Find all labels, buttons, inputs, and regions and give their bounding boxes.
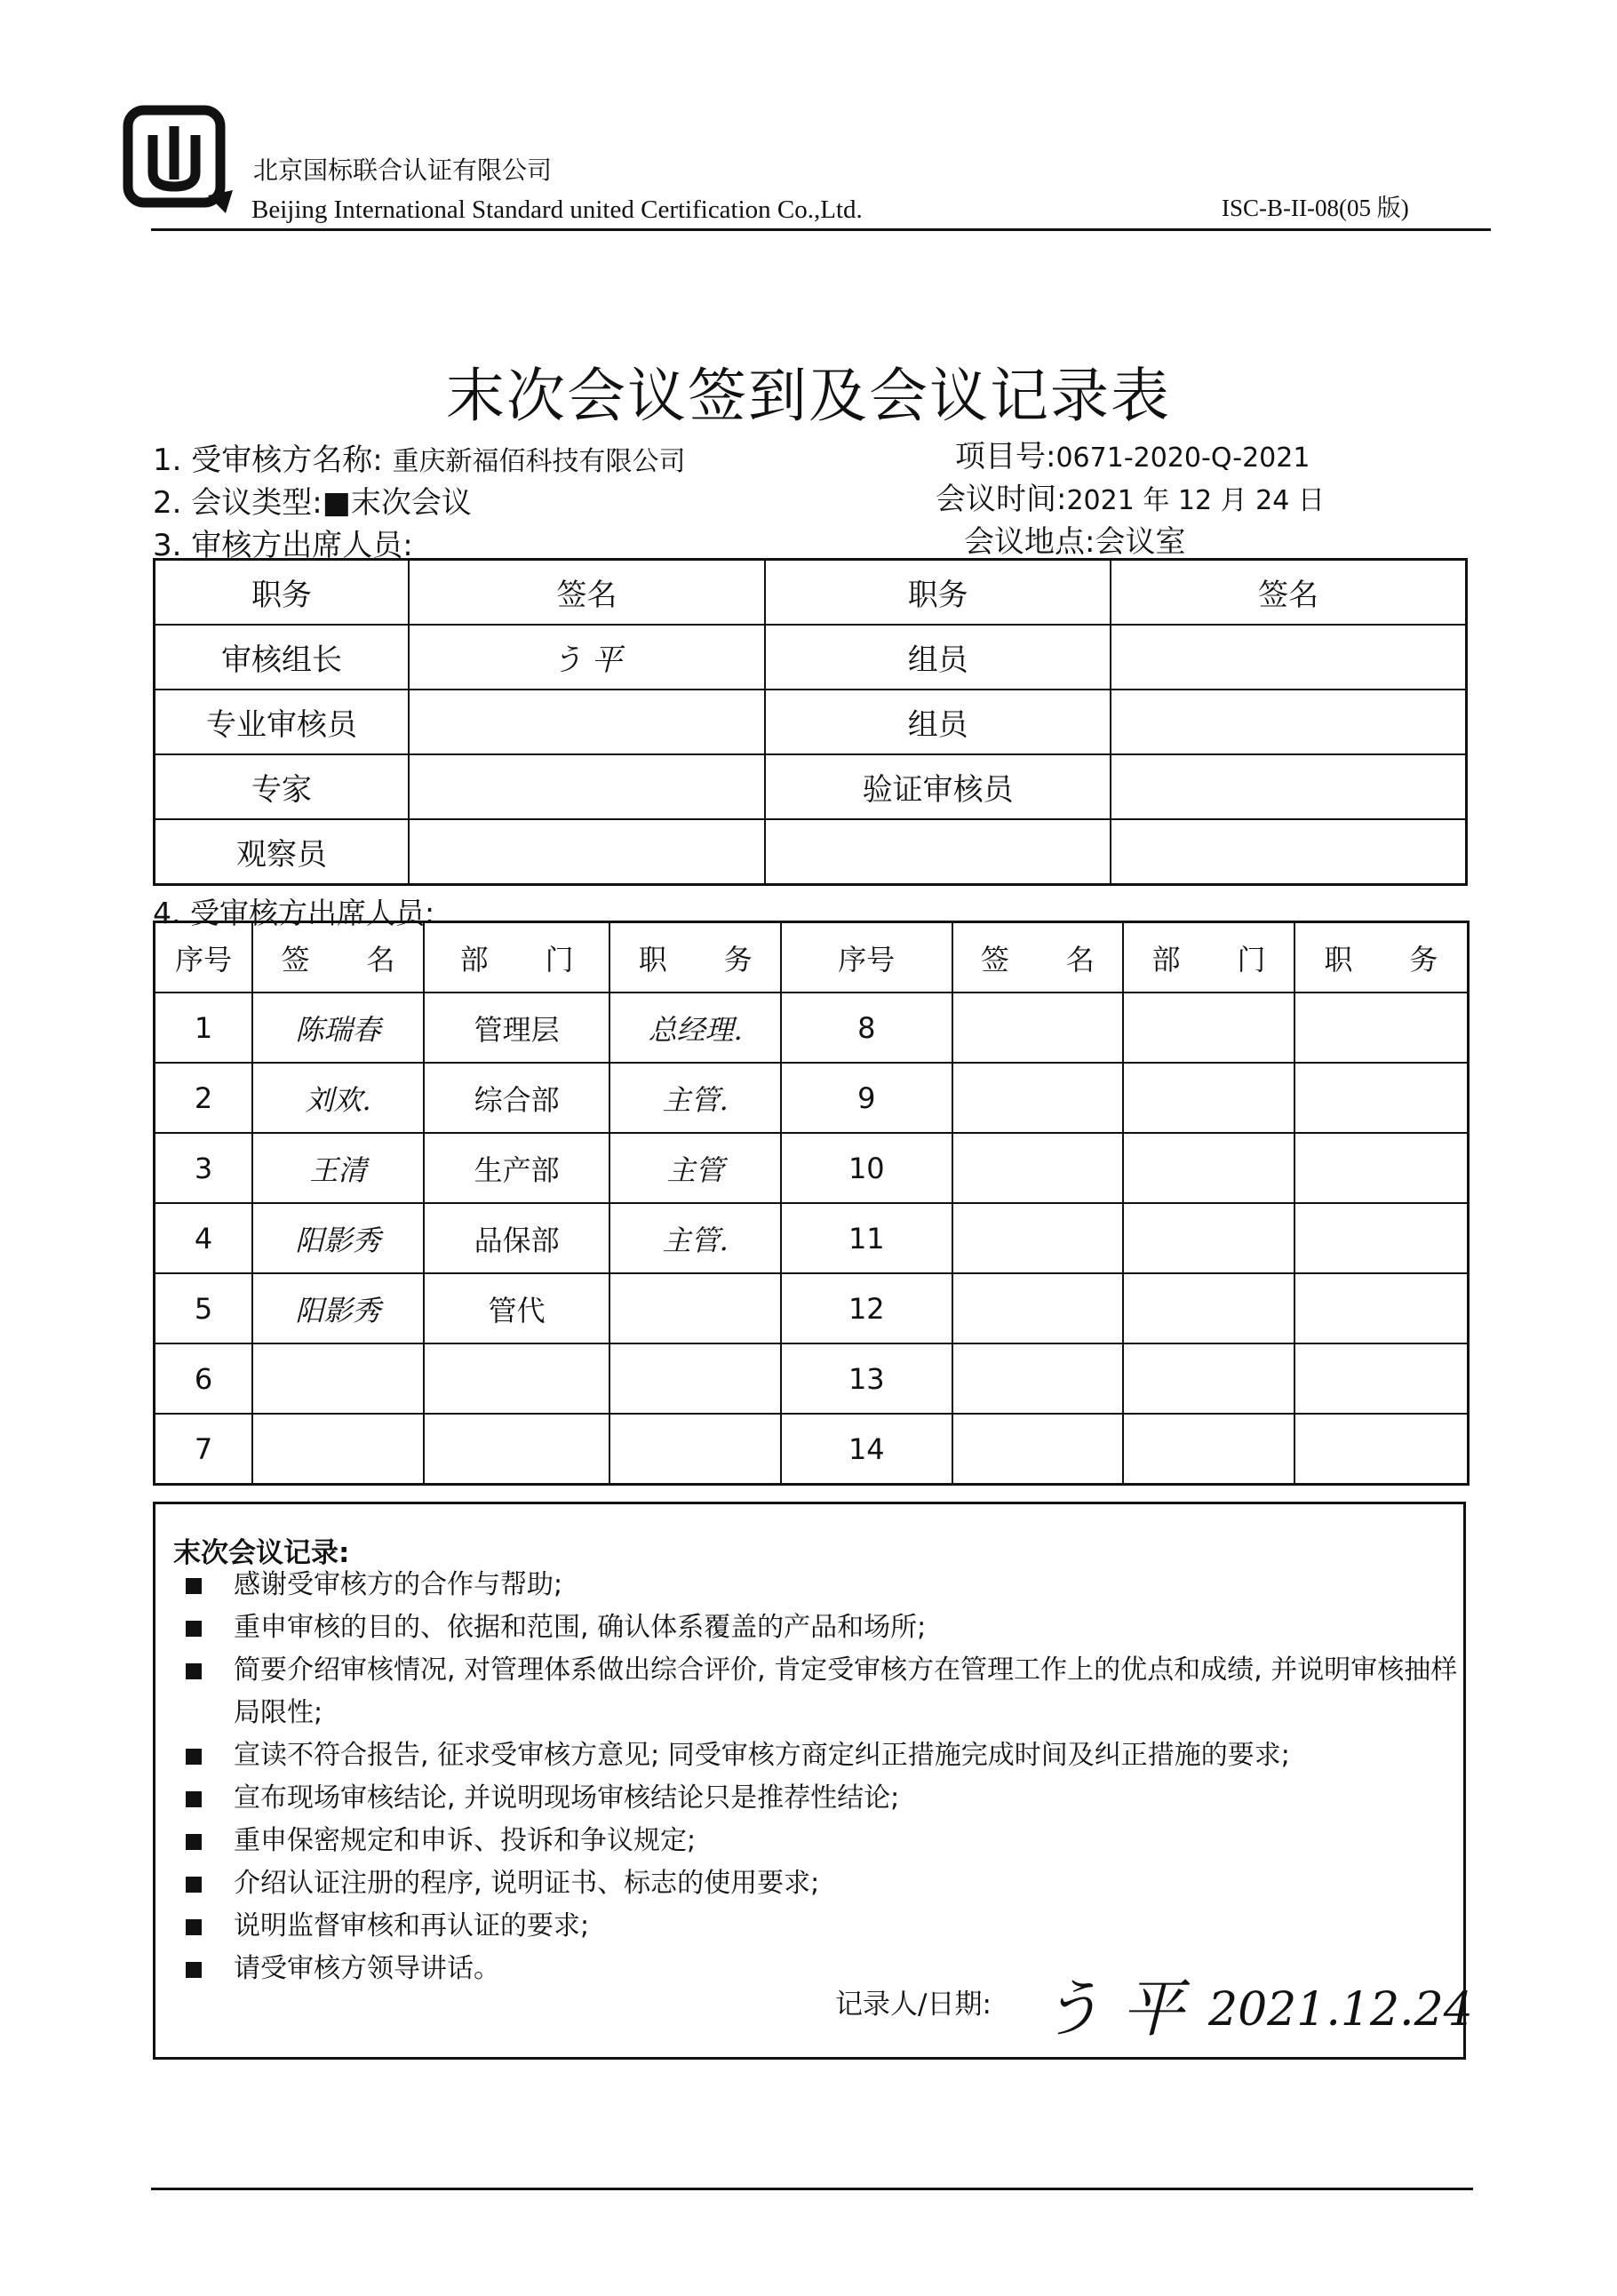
department-cell — [424, 1414, 610, 1485]
header-cell: 签 名 — [952, 922, 1124, 993]
square-bullet-icon — [186, 1578, 202, 1594]
role-cell: 审核组长 — [155, 625, 409, 690]
header-divider — [151, 228, 1491, 231]
department-cell — [1123, 1273, 1294, 1343]
position-cell — [1294, 1273, 1469, 1343]
table-row — [155, 754, 1467, 819]
row-number: 10 — [781, 1133, 952, 1203]
meeting-type-value: ■末次会议 — [322, 485, 472, 521]
header-cell: 部 门 — [424, 922, 610, 993]
signature-cell — [952, 993, 1124, 1063]
table-row — [155, 1203, 1469, 1273]
auditee-name-label: 1. 受审核方名称: — [153, 442, 383, 478]
row-number: 8 — [781, 993, 952, 1063]
department-cell — [424, 1343, 610, 1414]
recorder-label: 记录人/日期: — [835, 1989, 992, 2021]
department-cell: 品保部 — [424, 1203, 610, 1273]
department-cell: 综合部 — [424, 1063, 610, 1133]
position-cell — [1294, 993, 1469, 1063]
project-number-label: 项目号: — [955, 439, 1056, 474]
header-cell: 部 门 — [1123, 922, 1294, 993]
position-cell — [1294, 1133, 1469, 1203]
list-item — [182, 1862, 1462, 1905]
row-number: 13 — [781, 1343, 952, 1414]
square-bullet-icon — [186, 1834, 202, 1850]
row-number: 1 — [155, 993, 253, 1063]
list-item-text: 介绍认证注册的程序, 说明证书、标志的使用要求; — [234, 1868, 820, 1899]
meeting-time-label: 会议时间: — [936, 482, 1067, 517]
table-header-row — [155, 560, 1467, 626]
role-cell: 组员 — [765, 690, 1111, 754]
meeting-location-value: 会议室 — [1095, 524, 1186, 560]
list-item — [182, 1649, 1462, 1734]
signature-cell: 刘欢. — [252, 1063, 424, 1133]
meeting-location-line — [964, 517, 1185, 561]
header-cell: 签名 — [1111, 560, 1466, 626]
position-cell — [1294, 1203, 1469, 1273]
role-cell: 专业审核员 — [155, 690, 409, 754]
company-logo — [123, 105, 235, 215]
form-code: ISC-B-II-08(05 版) — [1222, 195, 1409, 221]
square-bullet-icon — [186, 1663, 202, 1679]
row-number: 12 — [781, 1273, 952, 1343]
row-number: 3 — [155, 1133, 253, 1203]
department-cell — [1123, 1203, 1294, 1273]
header-cell: 职务 — [155, 560, 409, 626]
footer-divider — [151, 2188, 1473, 2190]
signature-cell: 王清 — [252, 1133, 424, 1203]
square-bullet-icon — [186, 1877, 202, 1893]
signature-cell — [952, 1063, 1124, 1133]
signature-cell — [409, 754, 765, 819]
list-item — [182, 1905, 1462, 1948]
role-cell: 观察员 — [155, 819, 409, 885]
header-cell: 职务 — [765, 560, 1111, 626]
signature-cell: 阳影秀 — [252, 1203, 424, 1273]
list-item — [182, 1777, 1462, 1820]
meeting-records-title: 末次会议记录: — [173, 1537, 350, 1569]
signature-cell — [952, 1133, 1124, 1203]
signature-cell — [952, 1273, 1124, 1343]
page-title: 末次会议签到及会议记录表 — [446, 362, 1171, 430]
department-cell — [1123, 1063, 1294, 1133]
header-cell: 职 务 — [1294, 922, 1469, 993]
department-cell: 管代 — [424, 1273, 610, 1343]
signature-cell — [1111, 625, 1466, 690]
list-item-text: 重申审核的目的、依据和范围, 确认体系覆盖的产品和场所; — [234, 1612, 927, 1643]
list-item-text: 请受审核方领导讲话。 — [234, 1953, 500, 1984]
header-cell: 序号 — [155, 922, 253, 993]
header-cell: 签名 — [409, 560, 765, 626]
project-number-line — [955, 432, 1310, 475]
row-number: 6 — [155, 1343, 253, 1414]
square-bullet-icon — [186, 1749, 202, 1765]
header-cell: 职 务 — [609, 922, 781, 993]
list-item-text: 说明监督审核和再认证的要求; — [234, 1910, 590, 1941]
list-item — [182, 1734, 1462, 1777]
table-row — [155, 1063, 1469, 1133]
role-cell — [765, 819, 1111, 885]
list-item-text: 简要介绍审核情况, 对管理体系做出综合评价, 肯定受审核方在管理工作上的优点和成绩, 并说明审核抽样局限性; — [234, 1654, 1458, 1728]
position-cell — [1294, 1063, 1469, 1133]
signature-cell — [952, 1343, 1124, 1414]
company-name-cn: 北京国标联合认证有限公司 — [253, 155, 553, 185]
department-cell — [1123, 1133, 1294, 1203]
position-cell — [609, 1273, 781, 1343]
table-row — [155, 993, 1469, 1063]
position-cell: 主管. — [609, 1063, 781, 1133]
signature-cell — [1111, 819, 1466, 885]
signature-cell — [1111, 754, 1466, 819]
auditors-section-label: 3. 审核方出席人员: — [153, 528, 413, 563]
role-cell: 组员 — [765, 625, 1111, 690]
auditor-attendance-table — [153, 558, 1468, 886]
row-number: 9 — [781, 1063, 952, 1133]
auditee-name-line — [153, 435, 686, 479]
recorder-signature: う 平 — [1040, 1973, 1184, 2045]
row-number: 7 — [155, 1414, 253, 1485]
signature-cell — [952, 1203, 1124, 1273]
role-cell: 专家 — [155, 754, 409, 819]
meeting-time-line — [936, 474, 1325, 518]
position-cell — [609, 1343, 781, 1414]
row-number: 14 — [781, 1414, 952, 1485]
square-bullet-icon — [186, 1962, 202, 1978]
signature-cell — [252, 1414, 424, 1485]
table-row — [155, 1414, 1469, 1485]
meeting-records-list — [182, 1564, 1462, 1990]
list-item-text: 感谢受审核方的合作与帮助; — [234, 1569, 563, 1600]
list-item-text: 宣布现场审核结论, 并说明现场审核结论只是推荐性结论; — [234, 1782, 900, 1814]
department-cell — [1123, 993, 1294, 1063]
signature-cell — [252, 1343, 424, 1414]
table-row — [155, 1273, 1469, 1343]
meeting-location-label: 会议地点: — [964, 524, 1095, 560]
header-cell: 序号 — [781, 922, 952, 993]
position-cell: 总经理. — [609, 993, 781, 1063]
row-number: 11 — [781, 1203, 952, 1273]
table-row — [155, 625, 1467, 690]
table-row — [155, 690, 1467, 754]
department-cell: 生产部 — [424, 1133, 610, 1203]
department-cell — [1123, 1414, 1294, 1485]
list-item — [182, 1564, 1462, 1606]
table-row — [155, 1343, 1469, 1414]
company-name-en: Beijing International Standard united Certification Co.,Ltd. — [251, 195, 863, 224]
auditee-section-label: 4. 受审核方出席人员: — [153, 896, 435, 930]
meeting-type-label: 2. 会议类型: — [153, 485, 323, 521]
role-cell: 验证审核员 — [765, 754, 1111, 819]
table-row — [155, 1133, 1469, 1203]
department-cell — [1123, 1343, 1294, 1414]
signature-cell: 阳影秀 — [252, 1273, 424, 1343]
table-header-row — [155, 922, 1469, 993]
meeting-time-value: 2021 年 12 月 24 日 — [1066, 485, 1325, 516]
row-number: 5 — [155, 1273, 253, 1343]
meeting-type-line — [153, 478, 472, 522]
project-number-value: 0671-2020-Q-2021 — [1055, 442, 1310, 474]
signature-cell — [1111, 690, 1466, 754]
list-item-text: 重申保密规定和申诉、投诉和争议规定; — [234, 1825, 697, 1856]
square-bullet-icon — [186, 1621, 202, 1637]
auditee-attendance-table — [153, 921, 1470, 1486]
row-number: 4 — [155, 1203, 253, 1273]
auditee-name-value: 重庆新福佰科技有限公司 — [392, 446, 686, 477]
header-cell: 签 名 — [252, 922, 424, 993]
position-cell — [609, 1414, 781, 1485]
position-cell: 主管 — [609, 1133, 781, 1203]
department-cell: 管理层 — [424, 993, 610, 1063]
recorder-date: 2021.12.24 — [1208, 1983, 1473, 2037]
signature-cell — [952, 1414, 1124, 1485]
signature-cell: 陈瑞春 — [252, 993, 424, 1063]
signature-cell — [409, 819, 765, 885]
list-item — [182, 1606, 1462, 1649]
position-cell — [1294, 1414, 1469, 1485]
row-number: 2 — [155, 1063, 253, 1133]
signature-cell: う 平 — [409, 625, 765, 690]
position-cell: 主管. — [609, 1203, 781, 1273]
signature-cell — [409, 690, 765, 754]
square-bullet-icon — [186, 1791, 202, 1807]
position-cell — [1294, 1343, 1469, 1414]
table-row — [155, 819, 1467, 885]
square-bullet-icon — [186, 1919, 202, 1935]
list-item-text: 宣读不符合报告, 征求受审核方意见; 同受审核方商定纠正措施完成时间及纠正措施的要求; — [234, 1740, 1290, 1771]
list-item — [182, 1820, 1462, 1862]
